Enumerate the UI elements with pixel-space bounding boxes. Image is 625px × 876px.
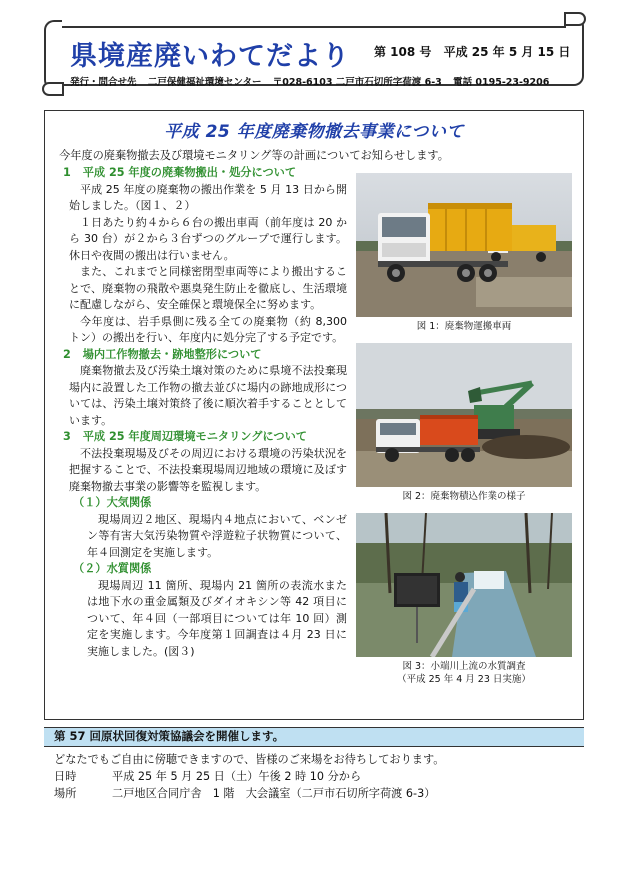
notice-date-row [54, 768, 444, 785]
issue-number: 第 108 号 [374, 45, 432, 59]
notice-date-label: 日時 [54, 770, 77, 783]
water-sampling-photo [356, 513, 572, 657]
publisher-label: 発行・問合せ先 [70, 77, 137, 88]
issue-info [374, 43, 578, 60]
photo-column [355, 173, 573, 696]
section-3-title: 平成 25 年度周辺環境モニタリングについて [82, 430, 307, 443]
section-2-title: 場内工作物撤去・跡地整形について [82, 347, 262, 361]
subsection-air-text: 現場周辺２地区、現場内４地点において、ベンゼン等有害大気汚染物質や浮遊粒子状物質について、年４回測定を実施します。 [87, 512, 347, 559]
figure-3-caption-line1: 図 3：小端川上流の水質調査 [402, 661, 526, 672]
article-text-column [63, 165, 347, 660]
section-2-heading [63, 347, 347, 364]
section-2-number: 2 [63, 347, 71, 361]
figure-2-caption: 図 2：廃棄物積込作業の様子 [402, 491, 526, 502]
masthead [44, 12, 584, 96]
notice-place-value: 二戸地区合同庁舎 1 階 大会議室（二戸市石切所字荷渡 6-3） [112, 787, 436, 800]
section-3-paragraph: 不法投棄現場及びその周辺における環境の汚染状況を把握することで、不法投棄現場周辺地域の環境に及ぼす廃棄物撤去事業の影響等を監視します。 [69, 446, 347, 493]
scroll-tab-left [42, 82, 64, 96]
notice-date-value: 平成 25 年 5 月 25 日（土）午後 2 時 10 分から [112, 770, 362, 783]
publisher-address: 〒028-6103 二戸市石切所字荷渡 6-3 [272, 77, 442, 88]
newsletter-title: 県境産廃いわてだより [70, 41, 350, 72]
article-title: 平成 25 年度廃棄物撤去事業について [164, 122, 464, 142]
publisher-phone: 電話 0195-23-9206 [453, 77, 550, 88]
publisher-name: 二戸保健福祉環境センター [147, 77, 262, 88]
subsection-air-heading: （１）大気関係 [73, 496, 152, 509]
section-1-paragraph: １日あたり約４から６台の搬出車両（前年度は 20 から 30 台）が２から３台ずつのグループで運行します。休日や夜間の搬出は行いません。 [69, 215, 347, 262]
article-intro: 今年度の廃棄物撤去及び環境モニタリング等の計画についてお知らせします。 [59, 149, 449, 162]
figure-3-caption-line2: （平成 25 年 4 月 23 日実施） [397, 674, 531, 685]
issue-date: 平成 25 年 5 月 15 日 [443, 45, 571, 59]
section-1-heading [63, 165, 347, 182]
notice-line: どなたでもご自由に傍聴できますので、皆様のご来場をお待ちしております。 [54, 753, 445, 766]
notice-place-label: 場所 [54, 787, 77, 800]
scroll-tab-right [564, 12, 586, 26]
subsection-water-heading: （２）水質関係 [73, 562, 152, 575]
section-1-paragraph: また、これまでと同様密閉型車両等により搬出することで、廃棄物の飛散や悪臭発生防止を徹底し、生活環境に配慮しながら、安全確保と環境保全に努めます。 [69, 265, 347, 311]
scroll-curl-left [44, 20, 62, 90]
section-2-paragraph: 廃棄物撤去及び汚染土壌対策のために県境不法投棄現場内に設置した工作物の撤去並びに場内の跡地成形については、汚染土壌対策終了後に順次着手することとしています。 [69, 364, 347, 427]
figure-1-caption: 図 1：廃棄物運搬車両 [416, 321, 512, 332]
publisher-info [70, 74, 557, 88]
article-frame [44, 110, 584, 720]
notice-title-bar: 第 57 回原状回復対策協議会を開催します。 [44, 727, 584, 747]
dump-truck-photo [356, 173, 572, 317]
section-3-heading [63, 429, 347, 446]
notice-place-row [54, 785, 444, 802]
excavator-loading-photo [356, 343, 572, 487]
section-1-paragraph: 平成 25 年度の廃棄物の搬出作業を 5 月 13 日から開始しました。（図１、２） [69, 182, 347, 212]
section-1-paragraph: 今年度は、岩手県側に残る全ての廃棄物（約 8,300 トン）の搬出を行い、年度内に処分完了する予定です。 [69, 314, 347, 344]
section-3-number: 3 [63, 430, 71, 443]
notice-body [54, 751, 444, 802]
subsection-water-text: 現場周辺 11 箇所、現場内 21 箇所の表流水または地下水の重金属類及びダイオキシン等 42 項目について、年４回（一部項目については年 10 回）測定を実施します。今年度第１回調査は４月 23 日に実施しました。(図３) [87, 578, 347, 658]
section-1-title: 平成 25 年度の廃棄物搬出・処分について [82, 166, 297, 179]
figure-3-caption [355, 660, 573, 686]
section-1-number: 1 [63, 166, 71, 179]
